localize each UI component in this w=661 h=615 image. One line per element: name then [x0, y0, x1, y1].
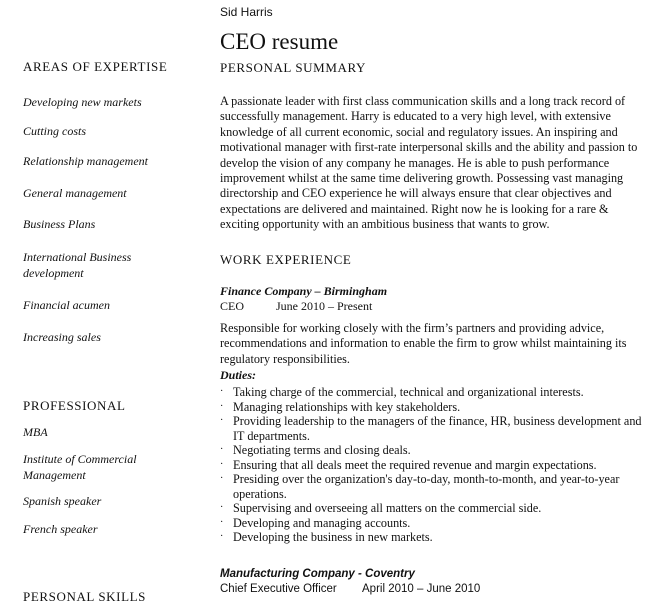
duty-text: Taking charge of the commercial, technical and organizational interests.: [233, 385, 584, 399]
personal-summary-heading: PERSONAL SUMMARY: [220, 60, 367, 75]
duty-item: [218, 414, 650, 443]
duty-text: Managing relationships with key stakeholders.: [233, 399, 461, 414]
duty-text: Developing the business in new markets.: [233, 530, 433, 544]
professional-heading: PROFESSIONAL: [23, 398, 126, 413]
job-company: Finance Company – Birmingham: [220, 284, 388, 298]
duty-text: Ensuring that all deals meet the required revenue and margin expectations.: [233, 457, 597, 472]
expertise-item: Relationship management: [23, 154, 148, 168]
bullet-icon: ·: [220, 516, 224, 528]
expertise-item: Financial acumen: [23, 298, 110, 312]
expertise-item: Cutting costs: [23, 124, 87, 138]
professional-item: Institute of Commercial Management: [23, 452, 137, 482]
bullet-icon: ·: [220, 415, 224, 426]
bullet-icon: ·: [220, 386, 224, 397]
duty-item: [218, 385, 650, 400]
duty-text: Presiding over the organization's day-to-day, month-to-month, and year-to-year operations.: [233, 472, 620, 501]
work-experience-heading: WORK EXPERIENCE: [220, 252, 352, 267]
bullet-icon: ·: [220, 473, 224, 484]
job-company: Manufacturing Company - Coventry: [220, 568, 415, 580]
expertise-item: General management: [23, 186, 127, 200]
duty-text: Supervising and overseeing all matters on the commercial side.: [233, 501, 542, 515]
duty-item: [218, 472, 650, 501]
expertise-item: Developing new markets: [23, 95, 142, 109]
job-description: Responsible for working closely with the firm’s partners and providing advice, recommendations and information to enable the firm to grow whilst maintaining its regulatory responsibilities.: [220, 321, 627, 366]
job-role: Chief Executive Officer: [220, 583, 337, 595]
expertise-item: International Business development: [23, 250, 132, 280]
personal-skills-heading: PERSONAL SKILLS: [23, 589, 147, 604]
job-dates: June 2010 – Present: [276, 299, 373, 313]
bullet-icon: ·: [220, 444, 224, 455]
duty-item: [218, 501, 650, 516]
bullet-icon: ·: [220, 502, 224, 513]
duty-item: [218, 458, 650, 473]
duty-text: Negotiating terms and closing deals.: [233, 443, 411, 457]
areas-of-expertise-heading: AREAS OF EXPERTISE: [23, 59, 168, 74]
duty-text: Developing and managing accounts.: [233, 515, 411, 530]
bullet-icon: ·: [220, 400, 224, 412]
professional-item: French speaker: [23, 522, 98, 536]
duty-item: [218, 530, 650, 545]
bullet-icon: ·: [220, 531, 224, 542]
document-title: CEO resume: [220, 29, 339, 54]
job-dates: April 2010 – June 2010: [362, 583, 481, 595]
duties-label: Duties:: [220, 368, 256, 382]
expertise-item: Increasing sales: [23, 330, 101, 344]
duty-text: Providing leadership to the managers of the finance, HR, business development and IT departments.: [233, 414, 642, 443]
duty-item: [218, 443, 650, 458]
duty-item: [218, 516, 650, 531]
job-role: CEO: [220, 299, 244, 313]
professional-item: MBA: [23, 425, 48, 439]
expertise-item: Business Plans: [23, 217, 96, 231]
duties-list: [218, 385, 650, 545]
professional-item: Spanish speaker: [23, 494, 102, 508]
personal-summary-text: A passionate leader with first class communication skills and a long track record of successfully management. Harry is educated to a very high level, with extensive knowledge of all current economic, social and regulatory issues. An inspiring and motivational manager with first-rate interpersonal skills and the ability and passion to develop the vision of any company he manages. He is able to push performance improvement whilst at the same time delivering growth. Possessing vast managing directorship and CEO experience he will always ensure that clear objectives and expectations are delivered and maintained. Right now he is looking for a rare & exciting opportunity with an ambitious business that wants to grow.: [220, 94, 638, 232]
bullet-icon: ·: [220, 458, 224, 470]
author-name: Sid Harris: [220, 5, 273, 19]
duty-item: [218, 400, 650, 415]
